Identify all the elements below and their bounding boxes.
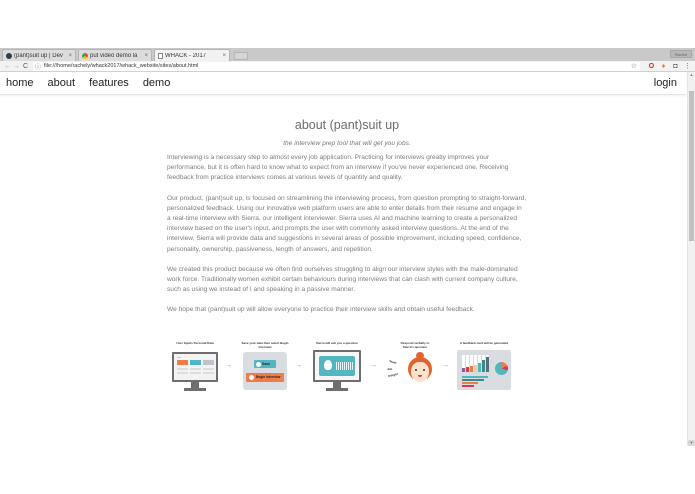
monitor-base [184, 388, 206, 391]
step-label: A feedback card will be generated [459, 341, 509, 345]
woman-avatar-icon [407, 352, 433, 386]
browser-tab-whack[interactable] [154, 49, 230, 61]
bar-chart-icon [462, 354, 492, 372]
step-label: Respond verbally to Sierra's question [400, 341, 430, 349]
step-label: Save your data then select Begin interview [241, 341, 289, 349]
desktop-background [0, 0, 695, 48]
arrow-icon: → [442, 362, 449, 369]
scroll-down-arrow-icon[interactable]: ▼ [689, 440, 694, 445]
address-bar[interactable] [33, 62, 640, 71]
profile-button[interactable]: Rachel [670, 50, 692, 58]
save-label: Save [262, 362, 271, 366]
bookmark-star-icon[interactable]: ☆ [630, 63, 637, 70]
paragraph-motivation: We created this product because we often find ourselves struggling to align our interview styles with the male-dominated work force. Traditionally women exhibit certain behaviours during interviews that can clash with current company culture, such as using we instead of I and speaking in a passive manner. [167, 265, 518, 294]
scrollbar-thumb[interactable] [689, 91, 694, 241]
forward-icon[interactable]: → [13, 62, 20, 70]
pie-chart-icon [495, 362, 508, 375]
new-tab-button[interactable] [234, 52, 248, 60]
browser-tab-devpost[interactable] [2, 49, 76, 61]
info-icon[interactable]: ⓘ [35, 64, 42, 71]
nav-home[interactable]: home [6, 77, 34, 89]
step-sierra-asks [310, 340, 364, 396]
site-navbar [0, 72, 686, 95]
arrow-icon: → [370, 362, 377, 369]
close-icon[interactable]: × [68, 52, 72, 59]
feedback-card-graphic [457, 350, 511, 390]
save-button-graphic [254, 360, 276, 368]
step-input-data [170, 340, 220, 396]
step-label: Sierra will ask you a question [315, 341, 358, 345]
menu-icon[interactable]: ⋮ [684, 63, 691, 70]
arrow-icon: → [225, 362, 232, 369]
speech-word: Team [388, 359, 398, 365]
save-icon [256, 362, 261, 367]
reload-icon[interactable]: C [22, 62, 29, 70]
browser-tab-strip [0, 48, 695, 61]
scroll-up-arrow-icon[interactable]: ▲ [689, 72, 694, 77]
step-label: User Inputs Personal Data [176, 341, 214, 345]
close-icon[interactable]: × [222, 52, 226, 59]
monitor-icon [172, 352, 218, 382]
step-respond-verbally [385, 340, 441, 396]
paragraph-hope: We hope that (pant)suit up will allow everyone to practice their interview skills and obtain useful feedback. [167, 306, 475, 314]
address-text[interactable]: file:///home/rachely/whack2017/whack_website/sites/about.html [44, 63, 199, 69]
head-silhouette-icon [324, 360, 332, 370]
flame-icon[interactable]: ♦ [661, 62, 666, 70]
nav-about[interactable]: about [47, 77, 76, 89]
browser-tab-video-demo[interactable] [78, 49, 152, 61]
nav-demo[interactable]: demo [142, 77, 171, 89]
action-panel [243, 352, 287, 390]
tagline: the interview prep tool that will get you jobs. [283, 140, 411, 147]
step-save-begin [241, 340, 289, 396]
begin-icon [249, 375, 254, 380]
back-icon[interactable]: ← [4, 62, 11, 70]
page-title: about (pant)suit up [294, 118, 400, 132]
begin-label: Begin Interview [256, 375, 281, 379]
tab-title: put video demo la [90, 52, 138, 59]
page-icon [158, 53, 163, 59]
devpost-icon [6, 53, 12, 59]
speech-word: Job [387, 367, 393, 371]
arrow-icon: → [295, 362, 302, 369]
nav-features[interactable]: features [89, 77, 129, 89]
monitor-icon [313, 350, 361, 382]
pocket-icon[interactable]: ◘ [673, 62, 678, 70]
step-feedback-card [454, 340, 514, 396]
browser-toolbar [0, 61, 695, 72]
opera-icon[interactable]: O [648, 62, 655, 70]
google-drive-icon [82, 53, 88, 59]
tab-title: (pant)suit up | Dev [14, 52, 63, 59]
paragraph-product: Our product, (pant)suit up, is focused on streamlining the interviewing process, from question prompting to straight-forward, personalized feedback. Using our innovative web platform users are able to enter details from their resume and engage in a real-time interview with Sierra, our intelligent interviewer. Sierra uses AI and machine learning to create a personalized interview based on the user's input, and prompts the user with commonly asked interview questions. At the end of the interview, Sierra will provide data and suggestions in several areas of possible improvement, including speed, confidence, personality, ownership, passiveness, length of answers, and repetition. [167, 194, 527, 253]
page-scrollbar[interactable] [687, 72, 695, 446]
sound-wave-icon [336, 362, 354, 370]
close-icon[interactable]: × [144, 52, 148, 59]
tab-title: WHACK - 2017 [165, 52, 207, 59]
nav-login[interactable]: login [653, 77, 677, 89]
horizontal-bars-icon [462, 376, 492, 388]
paragraph-intro: Interviewing is a necessary step to almost every job application. Practicing for interviews greatly improves your performance, but it is often hard to know what to expect from an interview if you've never experienced one. Receiving feedback from practice interviews comes at various levels of quantity and quality. [167, 154, 509, 182]
speech-word: Insight [387, 372, 399, 378]
about-section [167, 118, 527, 326]
process-infographic [170, 340, 515, 396]
sierra-speaking-graphic [319, 356, 355, 376]
begin-interview-button-graphic [246, 373, 284, 382]
monitor-base [326, 388, 348, 391]
